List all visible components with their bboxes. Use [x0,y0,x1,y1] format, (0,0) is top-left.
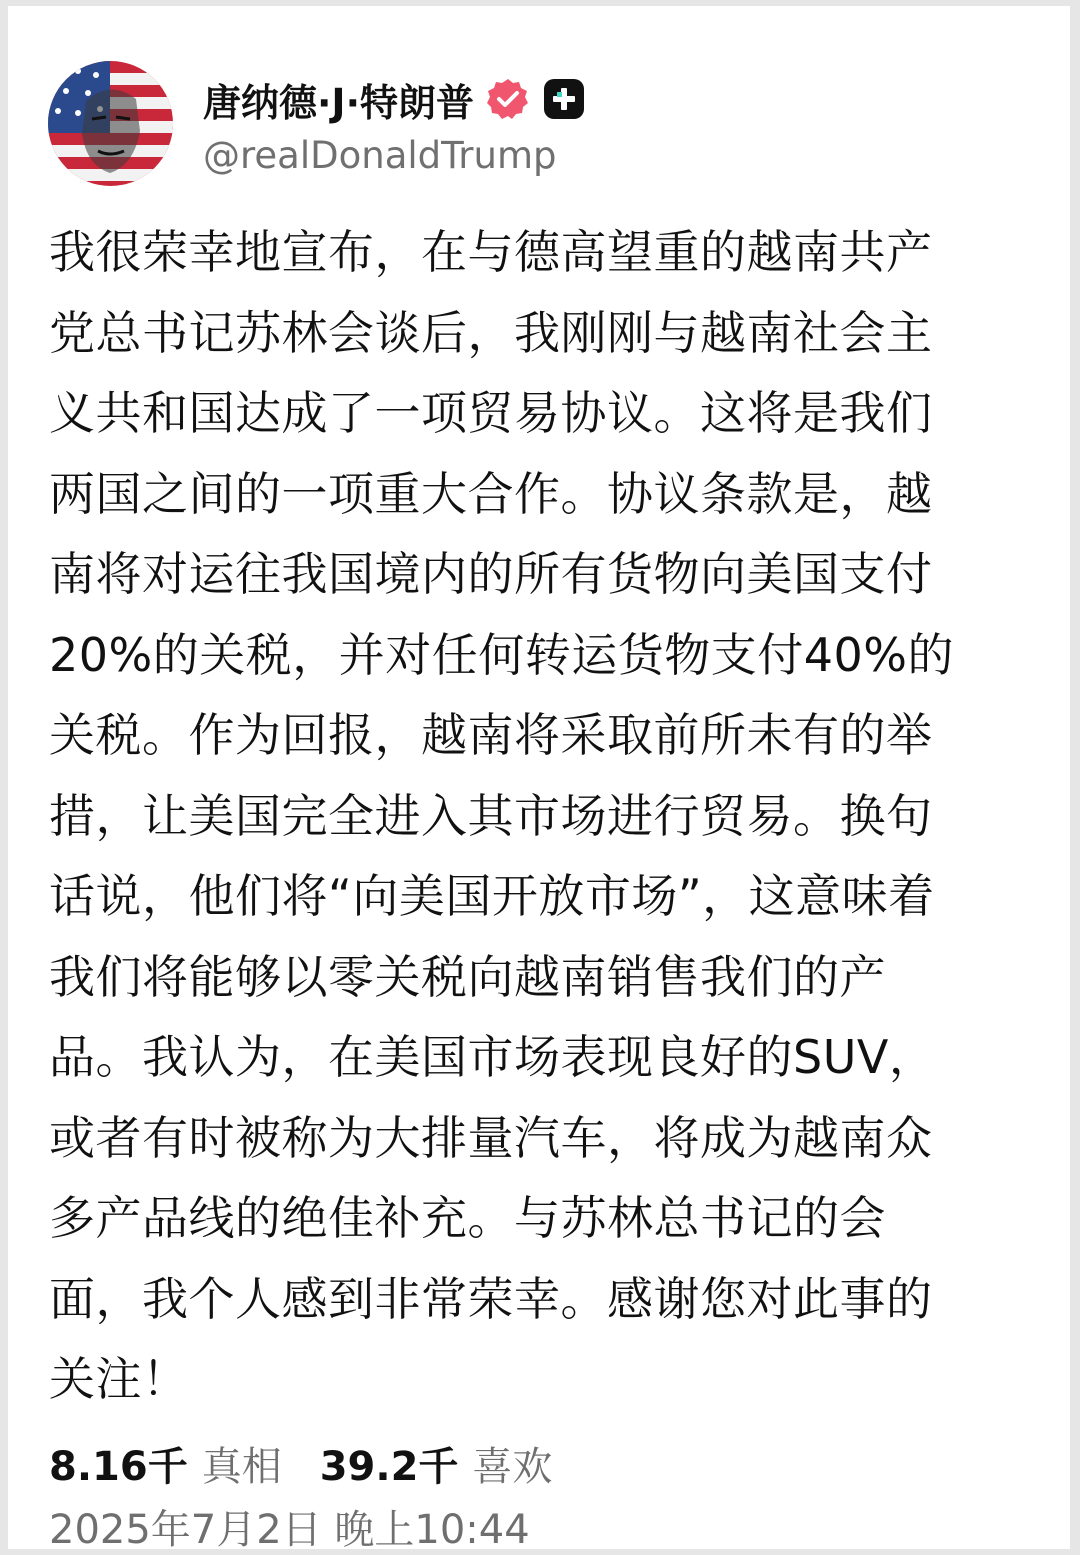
post-timestamp: 2025年7月2日 晚上10:44 [49,1507,530,1549]
post-text-line: 措，让美国完全进入其市场进行贸易。换句 [49,788,933,843]
post-text-line: 义共和国达成了一项贸易协议。这将是我们 [49,386,933,440]
post-card [8,6,1070,1549]
post-text-line: 我们将能够以零关税向越南销售我们的产 [49,949,886,1004]
post-text-line: 两国之间的一项重大合作。协议条款是，越 [49,466,933,521]
likes-label: 喜欢 [472,1443,553,1490]
post-text-line: 关税。作为回报，越南将采取前所未有的举 [49,708,933,762]
author-handle[interactable]: @realDonaldTrump [203,134,557,177]
post-stats [49,1430,552,1496]
verified-badge-icon [486,77,530,121]
post-text-line: 我很荣幸地宣布，在与德高望重的越南共产 [49,225,933,279]
post-text-line: 面，我个人感到非常荣幸。感谢您对此事的 [49,1271,933,1326]
post-text-line: 或者有时被称为大排量汽车，将成为越南众 [49,1110,933,1165]
post-text-line: 党总书记苏林会谈后，我刚刚与越南社会主 [49,305,933,360]
truths-label: 真相 [201,1443,282,1490]
post-text-line: 品。我认为，在美国市场表现良好的SUV， [49,1030,936,1084]
post-text [49,212,1034,1420]
truths-stat[interactable] [49,1435,282,1492]
avatar-flag-portrait-icon [48,61,173,186]
post-text-line: 多产品线的绝佳补充。与苏林总书记的会 [49,1191,886,1245]
author-display-name[interactable]: 唐纳德·J·特朗普 [203,80,475,125]
avatar[interactable] [48,61,173,186]
likes-stat[interactable] [320,1435,553,1492]
plus-badge-icon [542,77,586,121]
post-text-line: 关注！ [49,1352,189,1406]
author-name-row [203,70,586,128]
post-text-line: 南将对运往我国境内的所有货物向美国支付 [49,547,933,601]
likes-count: 39.2千 [319,1443,459,1490]
truths-count: 8.16千 [49,1443,188,1490]
post-text-line: 20%的关税，并对任何转运货物支付40%的 [49,627,954,682]
post-text-line: 话说，他们将“向美国开放市场”，这意味着 [49,869,935,923]
